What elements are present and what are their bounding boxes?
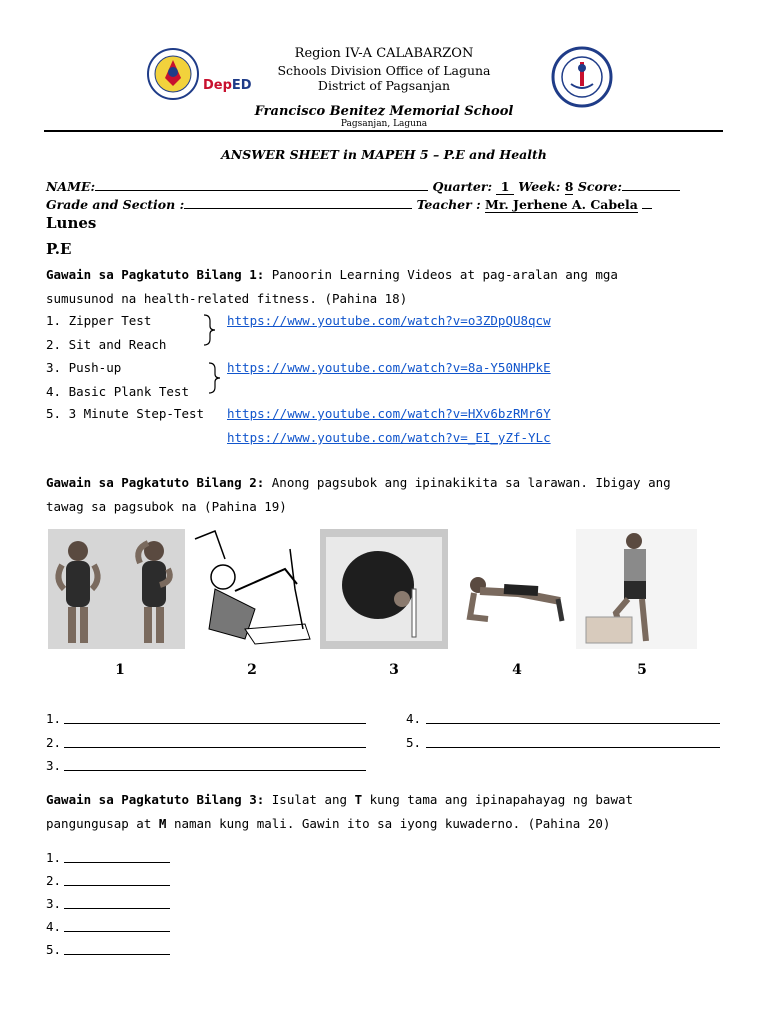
name-quarter-row [46, 178, 680, 194]
activity3-text-line2 [46, 816, 610, 831]
district-text: District of Pagsanjan [317, 78, 451, 93]
quarter-value[interactable]: 1 [496, 179, 513, 195]
video-link-2[interactable]: https://www.youtube.com/watch?v=8a-Y50NHPkE [227, 360, 551, 375]
school-town: Pagsanjan, Laguna [340, 119, 428, 129]
name-field[interactable] [95, 178, 428, 191]
activity2-intro [46, 475, 671, 490]
a2-answer-line-4[interactable] [426, 723, 720, 724]
photo-basic-plank [448, 529, 576, 649]
score-label: Score: [577, 179, 622, 194]
activity3-false-letter: M [158, 816, 167, 831]
deped-wordmark-logo: DepED [203, 78, 252, 93]
activity3-text-d: naman kung mali. Gawin ito sa iyong kuwaderno. (Pahina 20) [173, 816, 611, 831]
photo-step-test [576, 529, 697, 649]
a3-answer-label-4: 4. [46, 919, 62, 934]
subject-heading: P.E [46, 240, 72, 258]
grade-section-field[interactable] [184, 196, 412, 209]
week-value[interactable]: 8 [564, 179, 574, 194]
teacher-value: Mr. Jerhene A. Cabela [485, 197, 638, 212]
name-label: NAME: [46, 179, 96, 194]
video-link-3[interactable]: https://www.youtube.com/watch?v=HXv6bzRMr6Y [227, 406, 551, 421]
fitness-item-5: 5. 3 Minute Step-Test [46, 406, 205, 421]
activity3-text-c: pangungusap at [46, 816, 152, 831]
header-divider [44, 130, 723, 132]
activity3-text-a: Isulat ang [271, 792, 348, 807]
a2-answer-line-1[interactable] [64, 723, 366, 724]
a2-answer-label-5: 5. [406, 735, 422, 750]
picture-number-5: 5 [637, 662, 647, 678]
activity3-intro [46, 792, 633, 807]
week-label: Week: [518, 179, 561, 194]
a3-answer-line-2[interactable] [64, 885, 170, 886]
photo-push-up-curl [320, 529, 448, 649]
activity1-text-line1: Panoorin Learning Videos at pag-aralan ang mga [271, 267, 618, 282]
a2-answer-label-1: 1. [46, 711, 62, 726]
score-field[interactable] [622, 178, 680, 191]
fitness-item-3: 3. Push-up [46, 360, 122, 375]
photo-zipper-test [48, 529, 185, 649]
grade-teacher-row [46, 196, 652, 212]
a3-answer-line-3[interactable] [64, 908, 170, 909]
division-text: Schools Division Office of Laguna [277, 63, 491, 78]
picture-number-1: 1 [115, 662, 125, 678]
activity1-intro [46, 267, 618, 282]
a3-answer-label-5: 5. [46, 942, 62, 957]
activity3-label: Gawain sa Pagkatuto Bilang 3: [46, 792, 265, 807]
video-link-1[interactable]: https://www.youtube.com/watch?v=o3ZDpQU8qcw [227, 313, 551, 328]
brace-icon-1 [200, 313, 218, 347]
a3-answer-label-1: 1. [46, 850, 62, 865]
teacher-label: Teacher : [416, 197, 481, 212]
picture-number-3: 3 [389, 662, 399, 678]
quarter-label: Quarter: [432, 179, 493, 194]
a2-answer-label-3: 3. [46, 758, 62, 773]
activity1-text-line2: sumusunod na health-related fitness. (Pahina 18) [46, 291, 408, 306]
region-text: Region IV-A CALABARZON [294, 46, 474, 61]
a3-answer-line-1[interactable] [64, 862, 170, 863]
a2-answer-line-2[interactable] [64, 747, 366, 748]
day-heading: Lunes [46, 214, 97, 232]
photo-sit-and-reach [185, 529, 320, 649]
a2-answer-line-3[interactable] [64, 770, 366, 771]
picture-number-2: 2 [247, 662, 257, 678]
video-link-4[interactable]: https://www.youtube.com/watch?v=_EI_yZf-YLc [227, 430, 551, 445]
grade-section-label: Grade and Section : [46, 197, 185, 212]
fitness-item-4: 4. Basic Plank Test [46, 384, 189, 399]
a2-answer-line-5[interactable] [426, 747, 720, 748]
activity2-label: Gawain sa Pagkatuto Bilang 2: [46, 475, 265, 490]
activity2-text-line1: Anong pagsubok ang ipinakikita sa larawan. Ibigay ang [271, 475, 671, 490]
a3-answer-label-2: 2. [46, 873, 62, 888]
a3-answer-line-5[interactable] [64, 954, 170, 955]
a2-answer-label-2: 2. [46, 735, 62, 750]
picture-number-4: 4 [512, 662, 522, 678]
activity1-label: Gawain sa Pagkatuto Bilang 1: [46, 267, 265, 282]
a3-answer-line-4[interactable] [64, 931, 170, 932]
fitness-item-1: 1. Zipper Test [46, 313, 152, 328]
a3-answer-label-3: 3. [46, 896, 62, 911]
activity2-text-line2: tawag sa pagsubok na (Pahina 19) [46, 499, 287, 514]
answer-sheet-title: ANSWER SHEET in MAPEH 5 – P.E and Health [221, 147, 547, 162]
a2-answer-label-4: 4. [406, 711, 422, 726]
school-name: Francisco Benitez Memorial School [254, 104, 514, 119]
brace-icon-2 [205, 361, 223, 395]
teacher-trailing-line [642, 196, 652, 209]
activity3-true-letter: T [354, 792, 363, 807]
activity3-text-b: kung tama ang ipinapahayag ng bawat [369, 792, 634, 807]
fitness-item-2: 2. Sit and Reach [46, 337, 167, 352]
